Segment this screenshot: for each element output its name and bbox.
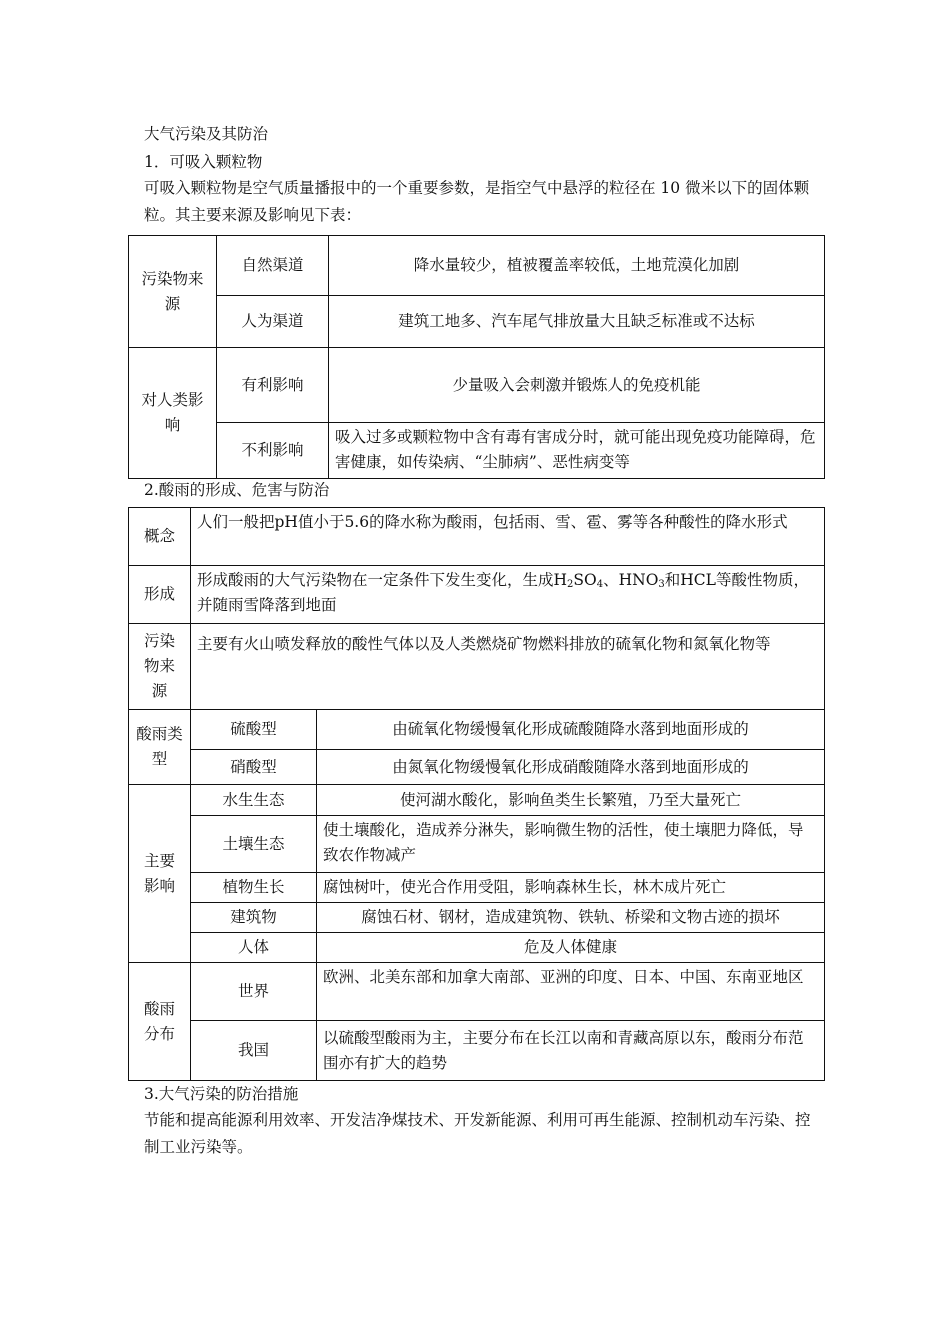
particulate-table: [128, 235, 825, 479]
distribution-label: 酸雨分布: [129, 963, 191, 1081]
impact-item-text: 使土壤酸化，造成养分淋失，影响微生物的活性，使土壤肥力降低，导致农作物减产: [317, 816, 825, 873]
acid-rain-table: [128, 507, 825, 1081]
acid-type-label: 酸雨类型: [129, 710, 191, 785]
bad-impact-text: 吸入过多或颗粒物中含有毒有害成分时，就可能出现免疫功能障碍，危害健康，如传染病、“尘肺病”、恶性病变等: [329, 423, 825, 479]
source-group-label: 污染物来源: [129, 236, 217, 348]
section3-text: 节能和提高能源利用效率、开发洁净煤技术、开发新能源、利用可再生能源、控制机动车污染、控制工业污染等。: [144, 1111, 811, 1156]
human-source-text: 建筑工地多、汽车尾气排放量大且缺乏标准或不达标: [329, 296, 825, 348]
section2-heading: 2.酸雨的形成、危害与防治: [144, 481, 330, 499]
natural-source-label: 自然渠道: [217, 236, 329, 296]
impact-item-label: 土壤生态: [191, 816, 317, 873]
pollutant-source-text: 主要有火山喷发释放的酸性气体以及人类燃烧矿物燃料排放的硫氧化物和氮氧化物等: [191, 624, 825, 710]
section1-heading: 1．可吸入颗粒物: [144, 153, 263, 171]
distribution-item-label: 我国: [191, 1021, 317, 1081]
impact-item-label: 人体: [191, 933, 317, 963]
distribution-item-text: 以硫酸型酸雨为主，主要分布在长江以南和青藏高原以东，酸雨分布范围亦有扩大的趋势: [317, 1021, 825, 1081]
acid-type-item-label: 硝酸型: [191, 750, 317, 785]
concept-label: 概念: [129, 508, 191, 566]
good-impact-text: 少量吸入会刺激并锻炼人的免疫机能: [329, 348, 825, 423]
page-title: 大气污染及其防治: [144, 125, 269, 143]
good-impact-label: 有利影响: [217, 348, 329, 423]
impact-item-text: 危及人体健康: [317, 933, 825, 963]
distribution-item-text: 欧洲、北美东部和加拿大南部、亚洲的印度、日本、中国、东南亚地区: [317, 963, 825, 1021]
natural-source-text: 降水量较少，植被覆盖率较低，土地荒漠化加剧: [329, 236, 825, 296]
section3-heading: 3.大气污染的防治措施: [144, 1085, 299, 1103]
acid-type-item-label: 硫酸型: [191, 710, 317, 750]
concept-text: 人们一般把pH值小于5.6的降水称为酸雨，包括雨、雪、雹、雾等各种酸性的降水形式: [191, 508, 825, 566]
main-impact-label: 主要影响: [129, 785, 191, 963]
impact-item-label: 建筑物: [191, 903, 317, 933]
bad-impact-label: 不利影响: [217, 423, 329, 479]
distribution-item-label: 世界: [191, 963, 317, 1021]
impact-item-text: 使河湖水酸化，影响鱼类生长繁殖，乃至大量死亡: [317, 785, 825, 816]
impact-item-text: 腐蚀树叶，使光合作用受阻，影响森林生长，林木成片死亡: [317, 873, 825, 903]
impact-item-label: 植物生长: [191, 873, 317, 903]
formation-text: 形成酸雨的大气污染物在一定条件下发生变化，生成$H_2SO_4$、$HNO_3$和HCL等酸性物质，并随雨雪降落到地面: [191, 566, 825, 624]
acid-type-item-text: 由氮氧化物缓慢氧化形成硝酸随降水落到地面形成的: [317, 750, 825, 785]
section1-intro: 可吸入颗粒物是空气质量播报中的一个重要参数，是指空气中悬浮的粒径在 10 微米以下的固体颗粒。其主要来源及影响见下表：: [144, 179, 810, 224]
formation-label: 形成: [129, 566, 191, 624]
impact-item-text: 腐蚀石材、钢材，造成建筑物、铁轨、桥梁和文物古迹的损坏: [317, 903, 825, 933]
pollutant-source-label: 污染物来源: [129, 624, 191, 710]
impact-group-label: 对人类影响: [129, 348, 217, 479]
impact-item-label: 水生生态: [191, 785, 317, 816]
acid-type-item-text: 由硫氧化物缓慢氧化形成硫酸随降水落到地面形成的: [317, 710, 825, 750]
human-source-label: 人为渠道: [217, 296, 329, 348]
